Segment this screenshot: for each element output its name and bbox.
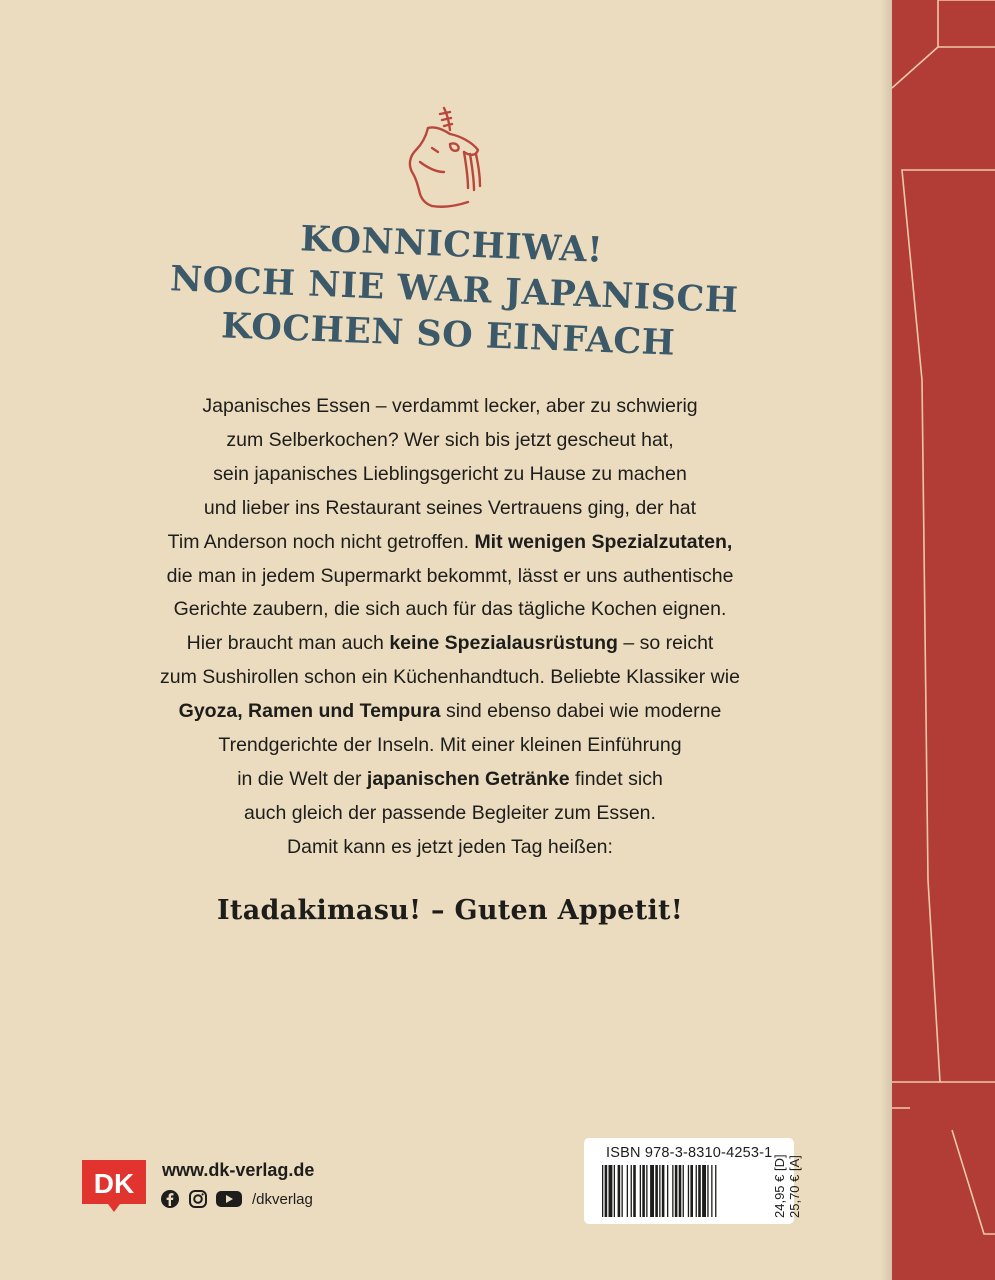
blurb-highlight: Mit wenigen Spezialzutaten, — [474, 530, 733, 553]
blurb-line — [100, 458, 800, 492]
barcode-bar — [711, 1165, 712, 1217]
barcode-bar — [631, 1165, 632, 1217]
blurb-segment: Japanisches Essen – verdammt lecker, aber zu schwierig — [202, 395, 698, 417]
closing-slogan: Itadakimasu! – Guten Appetit! — [217, 895, 683, 926]
publisher-url[interactable]: www.dk-verlag.de — [162, 1160, 315, 1180]
blurb-segment: zum Selberkochen? Wer sich bis jetzt gescheut hat, — [226, 428, 674, 451]
barcode-bar — [602, 1165, 603, 1217]
book-spine — [892, 0, 995, 1280]
blurb-line — [100, 390, 800, 424]
headline-line: KONNICHIWA! — [299, 218, 604, 271]
social-links — [160, 1188, 313, 1210]
blurb-segment: und lieber ins Restaurant seines Vertrauens ging, der hat — [203, 496, 697, 519]
blurb-line — [100, 560, 800, 594]
dk-logo — [82, 1160, 146, 1212]
barcode-bar — [622, 1165, 623, 1217]
barcode-bar — [618, 1165, 621, 1217]
barcode-bar — [633, 1165, 636, 1217]
barcode-bar — [675, 1165, 678, 1217]
blurb-line — [100, 424, 800, 458]
blurb-line — [100, 593, 800, 627]
headline — [168, 211, 740, 367]
barcode-bar — [696, 1165, 697, 1217]
blurb-segment: zum Sushirollen schon ein Küchenhandtuch. Beliebte Klassiker wie — [160, 666, 740, 689]
spine-shadow — [880, 0, 892, 1280]
blurb-highlight: keine Spezialausrüstung — [389, 632, 618, 655]
blurb-text — [100, 390, 800, 865]
blurb-segment: Trendgerichte der Inseln. Mit einer kleinen Einführung — [218, 734, 682, 757]
blurb-segment: Damit kann es jetzt jeden Tag heißen: — [287, 835, 613, 858]
barcode-bar — [655, 1165, 658, 1217]
dk-logo-text: DK — [93, 1168, 135, 1199]
blurb-segment: auch gleich der passende Begleiter zum Essen. — [244, 801, 656, 824]
blurb-line — [100, 492, 800, 526]
headline-line: KOCHEN SO EINFACH — [220, 305, 676, 364]
barcode-bar — [698, 1165, 701, 1217]
barcode — [600, 1165, 768, 1217]
barcode-bar — [672, 1165, 673, 1217]
barcode-bar — [690, 1165, 693, 1217]
blurb-highlight: japanischen Getränke — [366, 767, 570, 790]
spine-pattern — [892, 0, 995, 1280]
barcode-bar — [609, 1165, 613, 1217]
barcode-bar — [640, 1165, 641, 1217]
barcode-bar — [646, 1165, 647, 1217]
blurb-segment: findet sich — [569, 767, 663, 790]
price-list — [772, 1154, 802, 1218]
blurb-line — [100, 661, 800, 695]
barcode-bar — [715, 1165, 716, 1217]
barcode-bar — [662, 1165, 665, 1217]
blurb-line — [100, 627, 800, 661]
barcode-bar — [702, 1165, 706, 1217]
barcode-bar — [614, 1165, 615, 1217]
blurb-segment: Hier braucht man auch — [186, 632, 390, 655]
barcode-bar — [683, 1165, 684, 1217]
blurb-highlight: Gyoza, Ramen und Tempura — [178, 700, 441, 723]
instagram-icon[interactable] — [188, 1189, 208, 1209]
blurb-line — [100, 763, 800, 797]
barcode-bar — [707, 1165, 708, 1217]
unicorn-ramen-illustration — [392, 102, 496, 214]
youtube-icon[interactable] — [216, 1189, 242, 1209]
blurb-segment: die man in jedem Supermarkt bekommt, lässt er uns authentische — [166, 564, 734, 587]
barcode-bar — [679, 1165, 682, 1217]
blurb-segment: sein japanisches Lieblingsgericht zu Hause zu machen — [213, 462, 687, 485]
blurb-segment: sind ebenso dabei wie moderne — [440, 700, 722, 723]
barcode-bar — [627, 1165, 628, 1217]
price-at: 25,70 € [A] — [787, 1155, 802, 1218]
blurb-line — [100, 695, 800, 729]
blurb-line — [100, 526, 800, 560]
barcode-bar — [688, 1165, 689, 1217]
blurb-line — [100, 797, 800, 831]
blurb-segment: Tim Anderson noch nicht getroffen. — [167, 530, 475, 553]
social-handle[interactable]: /dkverlag — [252, 1190, 313, 1208]
blurb-segment: in die Welt der — [237, 767, 367, 790]
barcode-bar — [650, 1165, 654, 1217]
price-de: 24,95 € [D] — [772, 1154, 787, 1218]
isbn-number: ISBN 978-3-8310-4253-1 — [606, 1145, 773, 1161]
barcode-bar — [659, 1165, 660, 1217]
barcode-bar — [642, 1165, 645, 1217]
facebook-icon[interactable] — [160, 1189, 180, 1209]
blurb-segment: Gerichte zaubern, die sich auch für das tägliche Kochen eignen. — [173, 598, 727, 621]
blurb-segment: – so reicht — [617, 632, 714, 655]
headline-line: NOCH NIE WAR JAPANISCH — [169, 258, 740, 322]
barcode-bar — [605, 1165, 608, 1217]
barcode-bar — [667, 1165, 668, 1217]
blurb-line — [100, 729, 800, 763]
blurb-line — [100, 831, 800, 865]
isbn-barcode-box — [584, 1138, 802, 1224]
